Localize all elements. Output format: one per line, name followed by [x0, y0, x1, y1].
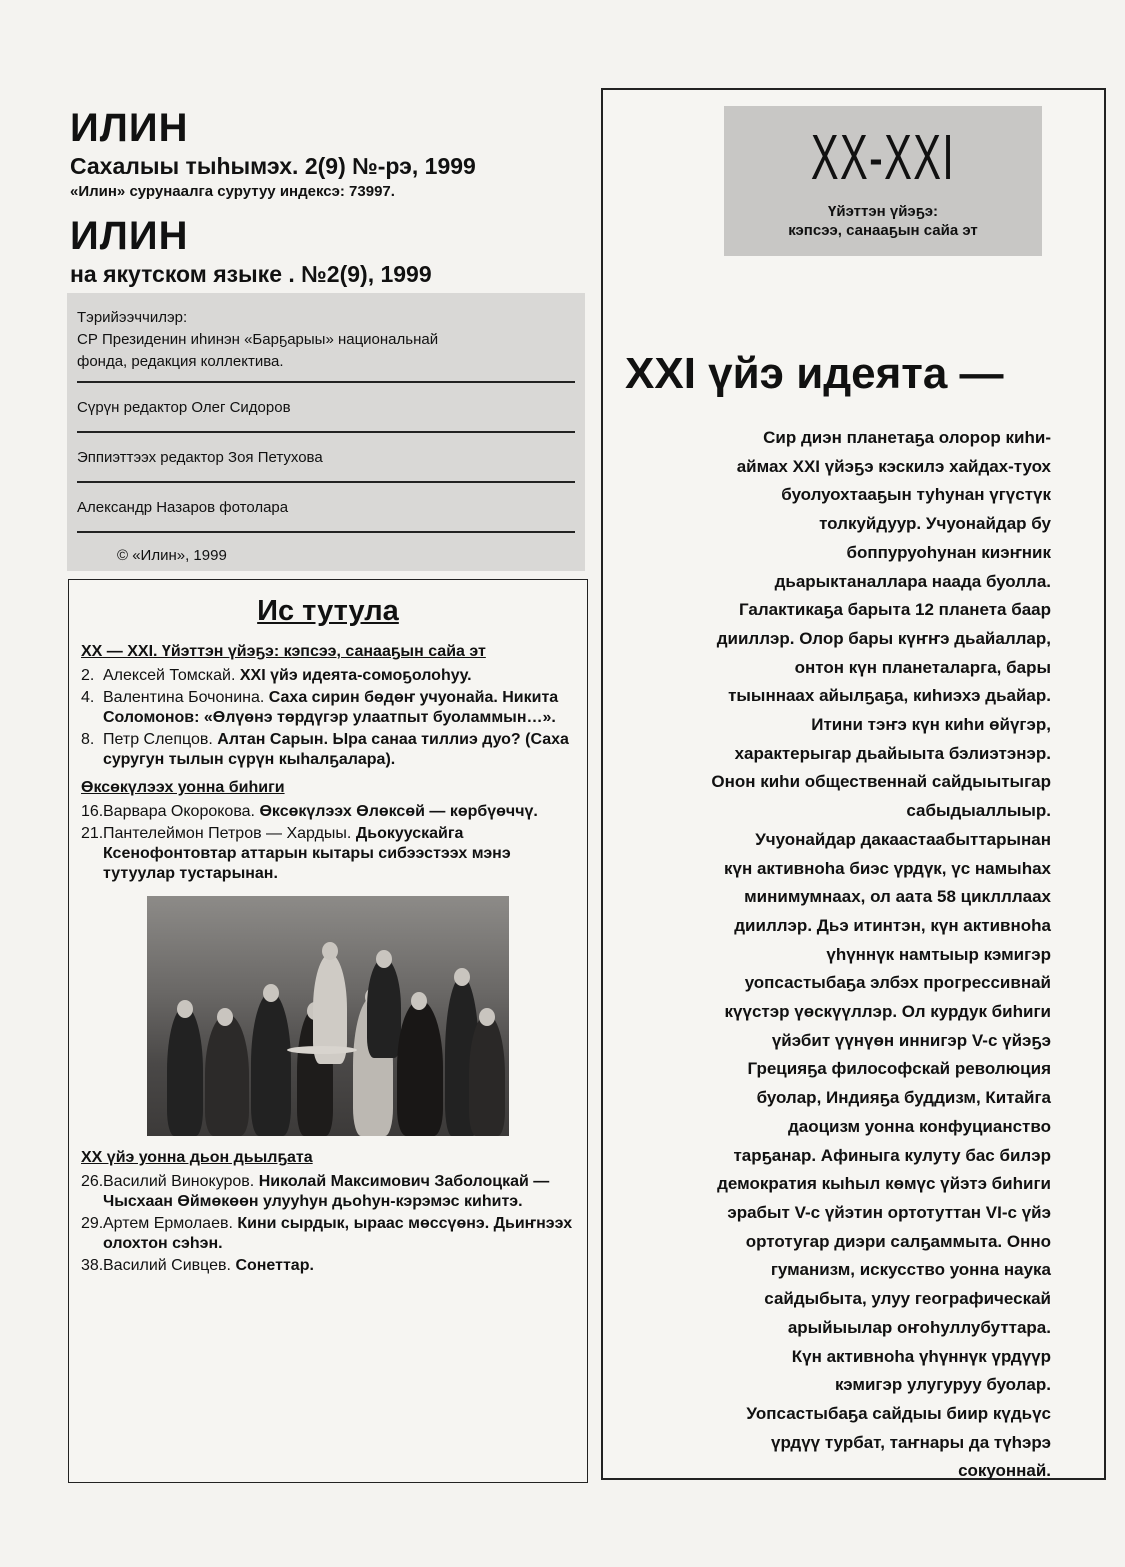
article-line: үhүннүк намтыыр кэмигэр: [826, 944, 1051, 964]
article-line: характерыгар дьайыыта бэлиэтэнэр.: [734, 743, 1051, 763]
toc-author: Валентина Бочонина.: [103, 689, 265, 706]
article-line: Грецияҕа философскай революция: [747, 1059, 1051, 1079]
article-line: сайдыбыта, улуу географическай: [764, 1289, 1051, 1309]
article-line: толкуйдуур. Учуонайдар бу: [819, 514, 1051, 534]
toc-work: Өксөкүлээх Өлөксөй — көрбүөччү.: [259, 803, 538, 820]
article-title: XXI үйэ идеята —: [625, 349, 1004, 398]
toc-author: Петр Слепцов.: [103, 731, 213, 748]
copyright: © «Илин», 1999: [117, 547, 227, 564]
toc-section-heading[interactable]: XX — XXI. Үйэттэн үйэҕэ: кэпсээ, санааҕын сайа эт: [81, 643, 486, 660]
journal-title: ИЛИН: [70, 106, 189, 150]
article-line: үйэбит үүнүөн иннигэр V-с үйэҕэ: [771, 1030, 1051, 1050]
toc-entry[interactable]: 16. Варвара Окорокова. Өксөкүлээх Өлөксөй — көрбүөччү.: [81, 803, 538, 820]
toc-work: Сонеттар.: [235, 1257, 314, 1274]
article-line: гуманизм, искусство уонна наука: [770, 1260, 1051, 1280]
era-subtitle: кэпсээ, санааҕын сайа эт: [788, 222, 978, 239]
toc-work: XXI үйэ идеята-сомоҕолоhуу.: [239, 667, 472, 684]
toc-work: Дьокуускайга Ксенофонтовтар аттарын кытары сибээстээх мэнэ тутуулар тустарынан.: [103, 825, 511, 882]
article-line: Галактикаҕа барыта 12 планета баар: [738, 600, 1051, 620]
toc-title: Ис тутула: [257, 595, 399, 627]
toc-work: Алтан Сарын. Ыра санаа тиллиэ дуо? (Саха суругун тылын сүрүн кыhалҕалара).: [103, 731, 569, 768]
era-subtitle: Үйэттэн үйэҕэ:: [828, 203, 938, 220]
release-editor: Эппиэттээх редактор Зоя Петухова: [77, 433, 575, 483]
toc-entry[interactable]: 4. Валентина Бочонина. Саха сирин бөдөҥ учуонайа. Никита Соломонов: «Өлүөнэ төрдүгэр улаатпыт буоламмын…».: [81, 689, 559, 726]
credits-panel: [67, 293, 585, 571]
era-header-box: [724, 106, 1042, 256]
journal-title-ru: ИЛИН: [70, 214, 189, 258]
toc-work: Николай Максимович Заболоцкай — Чысхаан Өймөкөөн улууhун дьоhун-кэрэмэс киhитэ.: [103, 1173, 550, 1210]
toc-work: Кини сырдык, ыраас мөссүөнэ. Дьиҥнээх олохтон сэhэн.: [103, 1215, 573, 1252]
table-of-contents: [68, 579, 588, 1483]
toc-entry[interactable]: 38. Василий Сивцев. Сонеттар.: [81, 1257, 314, 1274]
toc-author: Варвара Окорокова.: [103, 803, 255, 820]
article-line: арыйыылар оҥоhуллубуттара.: [787, 1317, 1051, 1337]
article-line: ортотугар диэри салҕаммыта. Онно: [745, 1231, 1051, 1251]
founders-block: [77, 307, 575, 383]
subscription-index: «Илин» сурунаалга сурутуу индексэ: 73997.: [70, 183, 395, 200]
era-title: XX-XXI: [810, 121, 956, 193]
article-line: кэмигэр улугуруу буолар.: [834, 1375, 1051, 1395]
chief-editor: Сүрүн редактор Олег Сидоров: [77, 383, 575, 433]
article-line: тыыннаах айылҕаҕа, киhиэхэ дьайар.: [728, 686, 1051, 706]
toc-author: Василий Винокуров.: [103, 1173, 255, 1190]
toc-section-heading[interactable]: XX үйэ уонна дьон дьылҕата: [81, 1149, 313, 1166]
toc-section-heading[interactable]: Өксөкүлээх уонна биhиги: [81, 779, 285, 796]
article-line: сокуоннай.: [958, 1461, 1051, 1481]
toc-entry[interactable]: 8. Петр Слепцов. Алтан Сарын. Ыра санаа тиллиэ дуо? (Саха суругун тылын сүрүн кыhалҕалара).: [81, 731, 569, 768]
issue-line: Сахалыы тыhымэх. 2(9) №-рэ, 1999: [70, 153, 476, 179]
article-line: Уопсастыбаҕа сайдыы биир күдьүс: [746, 1403, 1051, 1423]
founders-line: СР Президенин иhинэн «Барҕарыы» национальнай: [77, 331, 439, 348]
article-line: минимумнаах, ол аата 58 циклллаах: [744, 887, 1051, 907]
issue-line-ru: на якутском языке . №2(9), 1999: [70, 261, 432, 287]
article-line: аймах XXI үйэҕэ кэскилэ хайдах-туох: [736, 456, 1051, 476]
article-line: Учуонайдар дакаастаабыттарынан: [755, 829, 1051, 849]
toc-entry[interactable]: 29. Артем Ермолаев. Кини сырдык, ыраас мөссүөнэ. Дьиҥнээх олохтон сэhэн.: [81, 1215, 573, 1252]
article-line: тарҕанар. Афиныга кулуту бас билэр: [733, 1145, 1051, 1165]
article-line: сабыдыаллыыр.: [906, 801, 1051, 821]
article-line: уопсастыбаҕа элбэх прогрессивнай: [744, 973, 1051, 993]
article-line: үрдүү турбат, таҥнары да түhэрэ: [771, 1432, 1051, 1452]
toc-entry[interactable]: 2. Алексей Томскай. XXI үйэ идеята-сомоҕолоhуу.: [81, 667, 472, 684]
group-photo: [147, 896, 509, 1136]
article-line: буолуохтааҕын туhунан үгүстүк: [781, 485, 1051, 505]
photo-credit: Александр Назаров фотолара: [77, 483, 575, 533]
article-line: Сир диэн планетаҕа олорор киhи-: [763, 428, 1051, 447]
founders-label: Тэрийээччилэр:: [77, 309, 188, 326]
masthead: [70, 108, 590, 288]
toc-author: Артем Ермолаев.: [103, 1215, 233, 1232]
article-line: боппуруоhунан киэҥник: [846, 542, 1051, 562]
article-line: дииллэр. Олор бары күҥҥэ дьайаллар,: [716, 628, 1051, 648]
article-line: буолар, Индияҕа буддизм, Китайга: [756, 1088, 1051, 1108]
article-line: күн активноhа биэс үрдүк, үс намыhах: [723, 858, 1051, 878]
toc-work: Саха сирин бөдөҥ учуонайа. Никита Соломонов: «Өлүөнэ төрдүгэр улаатпыт буоламмын…».: [103, 689, 559, 726]
article-line: Күн активноhа үhүннүк үрдүүр: [791, 1346, 1051, 1366]
article-body: [627, 424, 1051, 1486]
article-line: Онон киhи общественнай сайдыытыгар: [711, 772, 1051, 792]
article-line: дииллэр. Дьэ итинтэн, күн активноhа: [734, 915, 1051, 935]
article-line: даоцизм уонна конфуцианство: [787, 1116, 1051, 1136]
article-line: дьарыктаналлара наада буолла.: [774, 571, 1051, 591]
article-line: демократия кыhыл көмүс үйэтэ биhиги: [717, 1174, 1051, 1194]
article-line: онтон күн планеталарга, бары: [794, 657, 1051, 677]
article-panel: [601, 88, 1106, 1480]
article-line: күүстэр үөскүүллэр. Ол курдук биhиги: [724, 1002, 1051, 1022]
toc-author: Пантелеймон Петров — Хардыы.: [103, 825, 352, 842]
toc-entry[interactable]: 21. Пантелеймон Петров — Хардыы. Дьокуускайга Ксенофонтовтар аттарын кытары сибээстээх мэнэ тутуулар тустарынан.: [81, 825, 511, 882]
toc-entry[interactable]: 26. Василий Винокуров. Николай Максимович Заболоцкай — Чысхаан Өймөкөөн улууhун дьоhун-кэрэмэс киhитэ.: [81, 1173, 550, 1210]
article-line: эрабыт V-с үйэтин ортотуттан VI-с үйэ: [727, 1202, 1051, 1222]
toc-author: Василий Сивцев.: [103, 1257, 231, 1274]
toc-author: Алексей Томскай.: [103, 667, 236, 684]
founders-line: фонда, редакция коллектива.: [77, 353, 284, 370]
article-line: Итини тэҥэ күн киhи өйүгэр,: [811, 715, 1051, 735]
